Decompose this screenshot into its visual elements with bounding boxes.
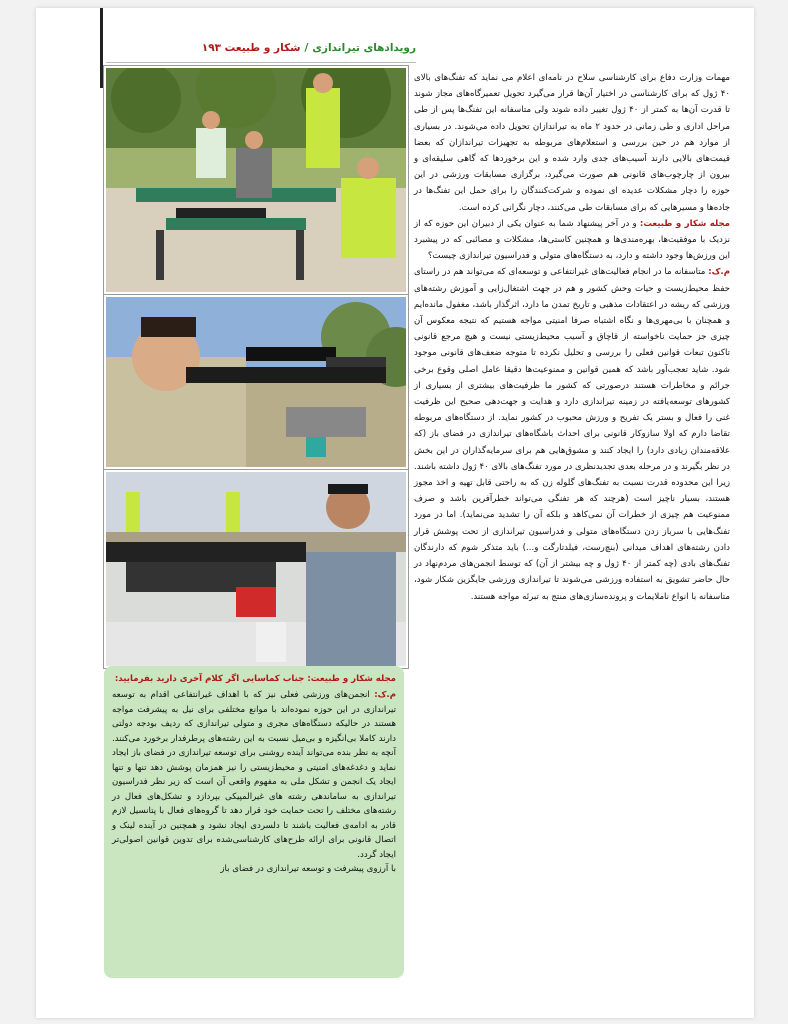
question-label: مجله شکار و طبیعت: bbox=[639, 218, 730, 229]
closing-wish: با آرزوی پیشرفت و توسعه تیراندازی در فضای باز bbox=[220, 864, 396, 874]
section-title: رویدادهای تیراندازی bbox=[312, 42, 416, 54]
article-column bbox=[414, 70, 730, 605]
answer-label: م.ک: bbox=[708, 267, 730, 278]
article-paragraph: مهمات وزارت دفاع برای کارشناسی سلاح در نامه‌ای اعلام می نماید که تفنگ‌های بالای ۴۰ ژول که برای کارشناسی در اختیار آن‌ها قرار می‌گیرد تحویل تعمیرگاه‌های مجاز شوند تا قدرت آن‌ها به کمتر از ۴۰ ژول تغییر داده شوند ولی متاسفانه این تفنگ‌ها پس از طی مراحل اداری و طی زمانی در حدود ۲ ماه به تیراندازان تحویل داده می‌شوند. در بسیاری از موارد هم در حین بررسی و استعلام‌های مربوطه به تجهیزات تیراندازان که بعضا قیمت‌های بالایی دارند آسیب‌های جدی وارد شده و این برخوردها که گاهی سلیقه‌ای و بیرون از چارچوب‌های قانونی هم صورت می‌گیرد، برگزاری مسابقات ورزشی در این حوزه را دچار مشکلات عدیده ای نموده و شرکت‌کنندگان را برای حمل این تفنگ‌ها در جاده‌ها و مسیرهایی که برای مسابقات طی می‌کنند، دچار نگرانی کرده است. bbox=[414, 73, 730, 213]
photo-shooting-range-image bbox=[106, 68, 406, 292]
photo-rifle-shooter-image bbox=[106, 297, 406, 467]
photo-interviewee bbox=[104, 470, 408, 668]
page-header bbox=[106, 38, 416, 58]
answer-label: م.ک: bbox=[374, 690, 396, 700]
answer-paragraph bbox=[414, 264, 730, 604]
question-paragraph bbox=[414, 216, 730, 265]
closing-answer bbox=[104, 688, 404, 862]
magazine-issue: شکار و طبیعت ۱۹۳ bbox=[201, 42, 301, 54]
answer-text: متاسفانه ما در انجام فعالیت‌های غیرانتفاعی و توسعه‌ای که می‌تواند هم در راستای حفظ محیط‌زیست و حیات وحش کشور و هم در جهت اشتغال‌زایی و آموزش رشته‌های ورزشی که ریشه در اعتقادات مذهبی و تاریخ تمدن ما دارد، اثرگذار باشد، مغفول مانده‌ایم و همچنان با بی‌مهری‌ها و نگاه اشتباه صرفا امنیتی مواجه هستیم که نتیجه معکوس آن چیزی جز حمایت ناخواسته از قاچاق و آسیب محیط‌زیستی نیست و هیچ مرجع قانونی تاکنون تبعات قوانین فعلی را بررسی و تحلیل نکرده تا متوجه ضعف‌های قانونی موجود شود. شاید تعجب‌آور باشد که همین قوانین و ممنوعیت‌ها دقیقا عامل اصلی وقوع برخی جرائم و مخاطرات هستند درصورتی که کشور ما ظرفیت‌های بیشتری از بسیاری از کشورهای توسعه‌یافته در زمینه تیراندازی دارد و هدایت و جهت‌دهی صحیح این ظرفیت غنی را فعال و بستر یک تفریح و ورزش محبوب در کشور نماید. از دستگاه‌های مربوطه تقاضا دارم که اولا سازوکار قانونی برای احداث باشگاه‌های تیراندازی در فضای باز (که علاقه‌مندان زیادی دارد) را ایجاد کنند و مشوق‌هایی هم برای سرمایه‌گذاران در این بخش در نظر بگیرند و در مرحله بعدی تجدیدنظری در مورد تفنگ‌های بالای ۴۰ ژول داشته باشند. زیرا این محدوده قدرت نسبت به تفنگ‌های گلوله زن که به راحتی قابل تهیه و اخذ مجوز هستند، بسیار ناچیز است (هرچند که هر تفنگی می‌تواند خطرآفرین باشد و صرف ممنوعیت هم چیزی از خطرات آن نمی‌کاهد و بلکه آن را تشدید می‌نماید). اما در مورد تفنگ‌هایی با سرباز زدن دستگاه‌های متولی و فدراسیون تیراندازی از تحت پوشش قرار دادن رشته‌های اهداف میدانی (بنچ‌رست، فیلدتارگت و...) باید متذکر شوم که دارندگان تفنگ‌های بادی (چه کمتر از ۴۰ ژول و چه بیشتر از آن) که توسط انجمن‌های مردم‌نهاد در حال حاضر تشویق به استفاده ورزشی می‌شوند تا تیراندازی ورزشی جایگزین شکار شود، متاسفانه با انواع ناملایمات و پرونده‌سازی‌های منتج به تبرئه مواجه هستند. bbox=[413, 267, 731, 602]
header-underline bbox=[106, 62, 416, 63]
header-rule bbox=[100, 8, 103, 88]
magazine-page bbox=[36, 8, 754, 1018]
photo-interviewee-image bbox=[106, 472, 406, 666]
question-text: و در آخر پیشنهاد شما به عنوان یکی از دبیران این حوزه که از نزدیک با موفقیت‌ها، بهره‌مندی‌ها و همچنین کاستی‌ها، مشکلات و مصائبی که در پیشبرد این ورزش‌ها وجود داشته و دارد، به دستگاه‌های متولی و فدراسیون تیراندازی چیست؟ bbox=[414, 218, 730, 262]
header-separator: / bbox=[304, 42, 309, 54]
photo-shooting-range bbox=[104, 66, 408, 294]
photo-rifle-shooter bbox=[104, 295, 408, 469]
answer-text: انجمن‌های ورزشی فعلی نیز که با اهداف غیرانتفاعی اقدام به توسعه تیراندازی در این حوزه نموده‌اند با موانع مختلفی برای نیل به پیشرفت مواجه هستند در حالیکه دستگاه‌های مجری و متولی تیراندازی که ردیف بودجه دولتی دارند کاملا بی‌انگیزه و بی‌میل نسبت به این رشته‌های پرطرفدار برخورد می‌کنند. آنچه به نظر بنده می‌تواند آینده روشنی برای توسعه تیراندازی در فضای باز ایجاد نماید و دغدغه‌های امنیتی و محیط‌زیستی را نیز همزمان پوشش دهد تنها و تنها ایجاد یک انجمن و تشکل ملی به مفهوم واقعی آن است که زیر نظر فدراسیون تیراندازی به ساماندهی رشته های غیرالمپیکی بپردازد و تشکل‌های فعال در رشته‌های مختلف را تحت حمایت خود قرار دهد تا گروه‌های فعال با پتانسیل لازم قادر به ادامه‌ی فعالیت باشند تا دلسردی ایجاد نشود و همچنین در آینده لینک و اتصال قانونی برای ارائه طرح‌های کارشناسی‌شده برای تدوین قوانین اصولی‌تر ایجاد گردد. bbox=[112, 690, 396, 860]
closing-remarks-box bbox=[104, 666, 404, 978]
closing-question: مجله شکار و طبیعت: جناب کماسایی اگر کلام آخری دارید بفرمایید: bbox=[114, 674, 396, 684]
